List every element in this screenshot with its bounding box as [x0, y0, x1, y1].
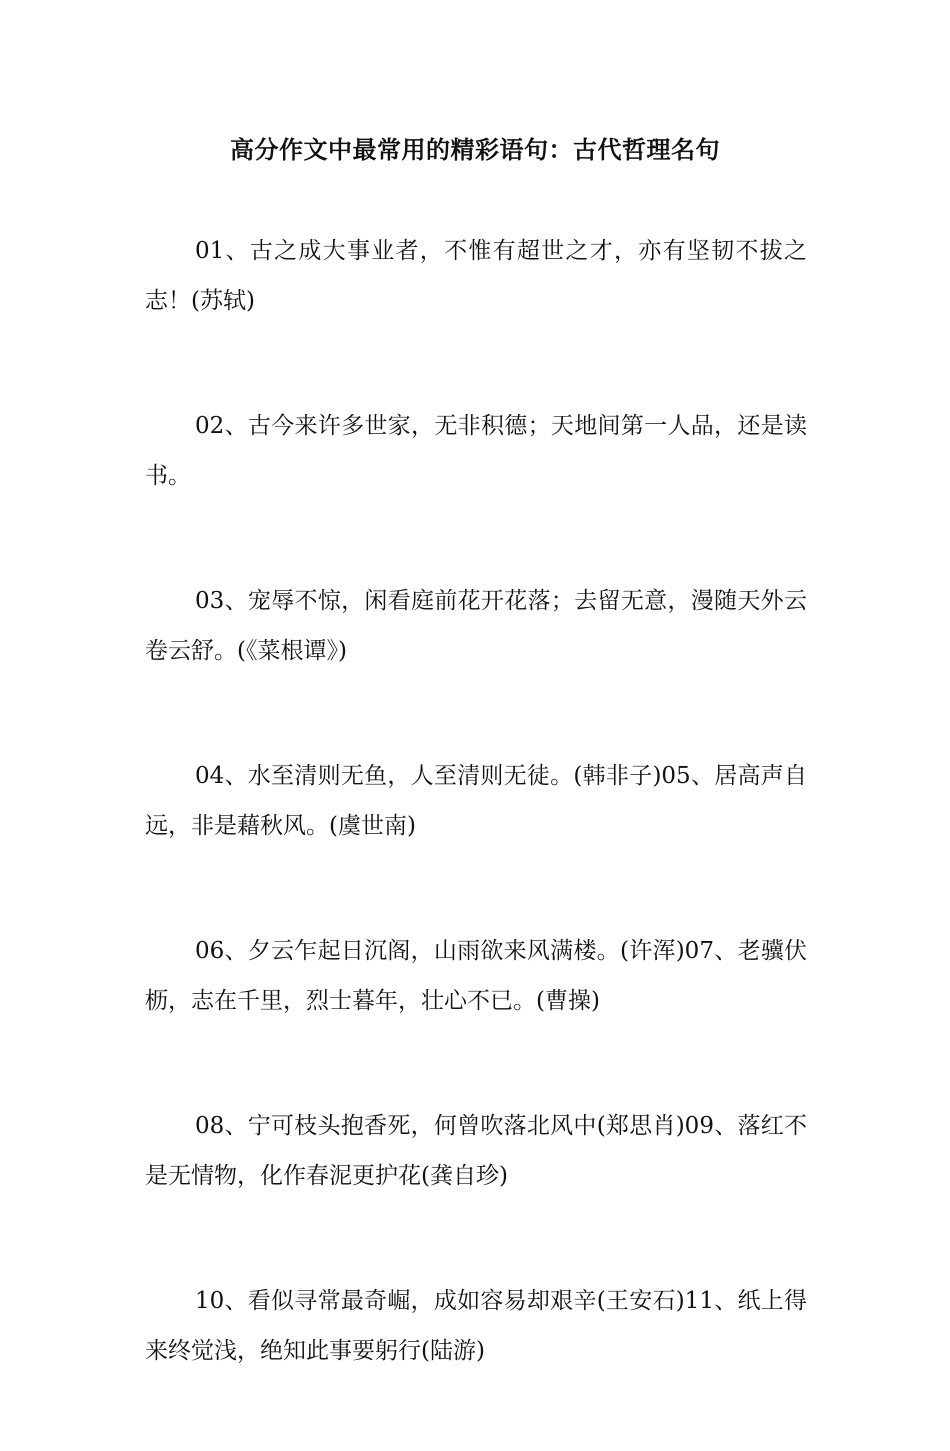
quote-paragraph-5: 06、夕云乍起日沉阁，山雨欲来风满楼。(许浑)07、老骥伏枥，志在千里，烈士暮年，壮心不已。(曹操) — [145, 938, 807, 1014]
quote-paragraph-1: 01、古之成大事业者，不惟有超世之才，亦有坚韧不拔之志！(苏轼) — [145, 238, 807, 314]
quote-paragraph-7: 10、看似寻常最奇崛，成如容易却艰辛(王安石)11、纸上得来终觉浅，绝知此事要躬行(陆游) — [145, 1288, 807, 1364]
quote-paragraph-3: 03、宠辱不惊，闲看庭前花开花落；去留无意，漫随天外云卷云舒。(《菜根谭》) — [145, 588, 807, 664]
quote-paragraph-4: 04、水至清则无鱼，人至清则无徒。(韩非子)05、居高声自远，非是藉秋风。(虞世南) — [145, 763, 807, 839]
quote-paragraph-2: 02、古今来许多世家，无非积德；天地间第一人品，还是读书。 — [145, 413, 807, 489]
document-body — [145, 226, 807, 1451]
quote-paragraph-6: 08、宁可枝头抱香死，何曾吹落北风中(郑思肖)09、落红不是无情物，化作春泥更护花(龚自珍) — [145, 1113, 807, 1189]
page-title: 高分作文中最常用的精彩语句：古代哲理名句 — [230, 135, 720, 164]
